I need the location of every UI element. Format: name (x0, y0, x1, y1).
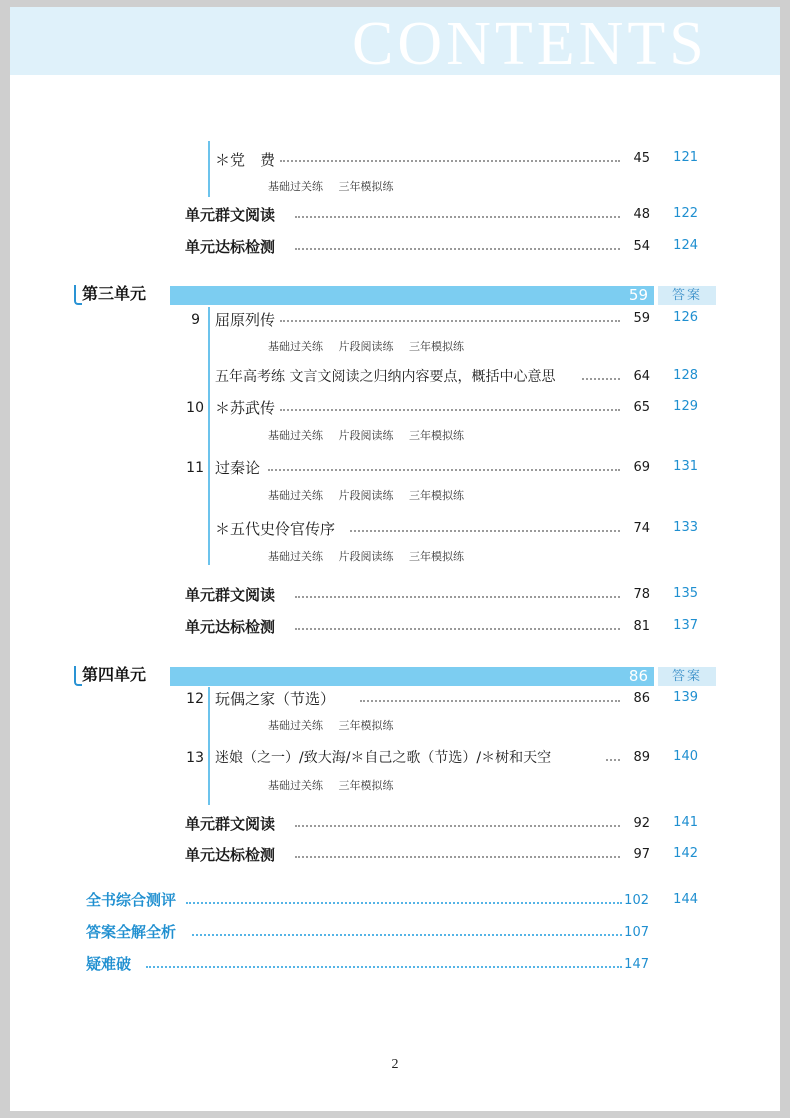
appendix-answer-analysis[interactable]: 答案全解全析 (86, 923, 177, 941)
answer-tab: 答案 (658, 667, 716, 686)
lesson-title[interactable]: ＊党 费 (215, 151, 276, 169)
exercise-list: 基础过关练 三年模拟练 (268, 779, 394, 792)
answer-page: 141 (673, 815, 698, 830)
answer-page: 137 (673, 618, 698, 633)
exercise-list: 基础过关练 片段阅读练 三年模拟练 (268, 429, 464, 442)
leader-dots (295, 248, 620, 250)
page-number: 65 (633, 400, 650, 415)
appendix-comprehensive-test[interactable]: 全书综合测评 (86, 891, 177, 909)
exercise-list: 基础过关练 三年模拟练 (268, 719, 394, 732)
answer-tab: 答案 (658, 286, 716, 305)
page-number: 48 (633, 207, 650, 222)
page-number: 59 (633, 311, 650, 326)
answer-page: 126 (673, 310, 698, 325)
lesson-bracket-bar (208, 141, 210, 197)
page-number: 78 (633, 587, 650, 602)
page-number: 102 (624, 893, 649, 908)
unit-test-title[interactable]: 单元达标检测 (185, 618, 276, 636)
lesson-number: 12 (186, 691, 204, 707)
lesson-title[interactable]: ＊五代史伶官传序 (215, 520, 336, 538)
leader-dots (295, 856, 620, 858)
unit-test-title[interactable]: 单元达标检测 (185, 846, 276, 864)
contents-heading: CONTENTS (352, 10, 708, 75)
lesson-title[interactable]: ＊苏武传 (215, 399, 276, 417)
page-number: 69 (633, 460, 650, 475)
answer-page: 124 (673, 238, 698, 253)
answer-page: 140 (673, 749, 698, 764)
answer-page: 121 (673, 150, 698, 165)
unit-hook (74, 285, 82, 305)
page-number: 147 (624, 957, 649, 972)
leader-dots (360, 700, 620, 702)
leader-dots (280, 409, 620, 411)
page-number: 81 (633, 619, 650, 634)
unit-4-label[interactable]: 第四单元 (82, 665, 147, 684)
lesson-bracket-bar (208, 687, 210, 805)
appendix-difficulty[interactable]: 疑难破 (86, 955, 132, 973)
page-number: 89 (633, 750, 650, 765)
lesson-title[interactable]: 过秦论 (215, 459, 261, 477)
answer-page: 122 (673, 206, 698, 221)
leader-dots (350, 530, 620, 532)
leader-dots (146, 966, 622, 968)
unit-4-page: 86 (628, 667, 648, 685)
lesson-bracket-bar (208, 307, 210, 565)
page-footer-number: 2 (391, 1057, 399, 1072)
page-number: 64 (633, 369, 650, 384)
header-band (10, 7, 780, 75)
answer-page: 135 (673, 586, 698, 601)
leader-dots (280, 160, 620, 162)
exercise-list: 基础过关练 三年模拟练 (268, 180, 394, 193)
lesson-number: 10 (186, 400, 204, 416)
page-number: 86 (633, 691, 650, 706)
answer-page: 131 (673, 459, 698, 474)
lesson-number: 11 (186, 460, 204, 476)
lesson-number: 9 (191, 312, 200, 328)
leader-dots (192, 934, 622, 936)
page-number: 107 (624, 925, 649, 940)
lesson-title[interactable]: 迷娘（之一）/致大海/＊自己之歌（节选）/＊树和天空 (215, 750, 552, 766)
unit-4-bar (170, 667, 654, 686)
unit-test-title[interactable]: 单元达标检测 (185, 238, 276, 256)
page-number: 97 (633, 847, 650, 862)
toc-page (10, 7, 780, 1111)
answer-page: 133 (673, 520, 698, 535)
exercise-list: 基础过关练 片段阅读练 三年模拟练 (268, 340, 464, 353)
answer-page: 142 (673, 846, 698, 861)
leader-dots (295, 216, 620, 218)
exercise-list: 基础过关练 片段阅读练 三年模拟练 (268, 550, 464, 563)
leader-dots (295, 825, 620, 827)
lesson-title[interactable]: 五年高考练 文言文阅读之归纳内容要点，概括中心意思 (215, 369, 556, 385)
group-reading-title[interactable]: 单元群文阅读 (185, 586, 276, 604)
group-reading-title[interactable]: 单元群文阅读 (185, 206, 276, 224)
answer-page: 129 (673, 399, 698, 414)
leader-dots (186, 902, 622, 904)
leader-dots (280, 320, 620, 322)
unit-hook (74, 666, 82, 686)
group-reading-title[interactable]: 单元群文阅读 (185, 815, 276, 833)
page-number: 92 (633, 816, 650, 831)
leader-dots (295, 628, 620, 630)
unit-3-page: 59 (628, 286, 648, 304)
leader-dots (295, 596, 620, 598)
exercise-list: 基础过关练 片段阅读练 三年模拟练 (268, 489, 464, 502)
leader-dots (268, 469, 620, 471)
lesson-title[interactable]: 屈原列传 (215, 311, 276, 329)
page-number: 54 (633, 239, 650, 254)
lesson-number: 13 (186, 750, 204, 766)
answer-page: 139 (673, 690, 698, 705)
lesson-title[interactable]: 玩偶之家（节选） (215, 690, 336, 708)
answer-page: 128 (673, 368, 698, 383)
page-number: 74 (633, 521, 650, 536)
answer-page: 144 (673, 892, 698, 907)
unit-3-bar (170, 286, 654, 305)
unit-3-label[interactable]: 第三单元 (82, 284, 147, 303)
page-number: 45 (633, 151, 650, 166)
